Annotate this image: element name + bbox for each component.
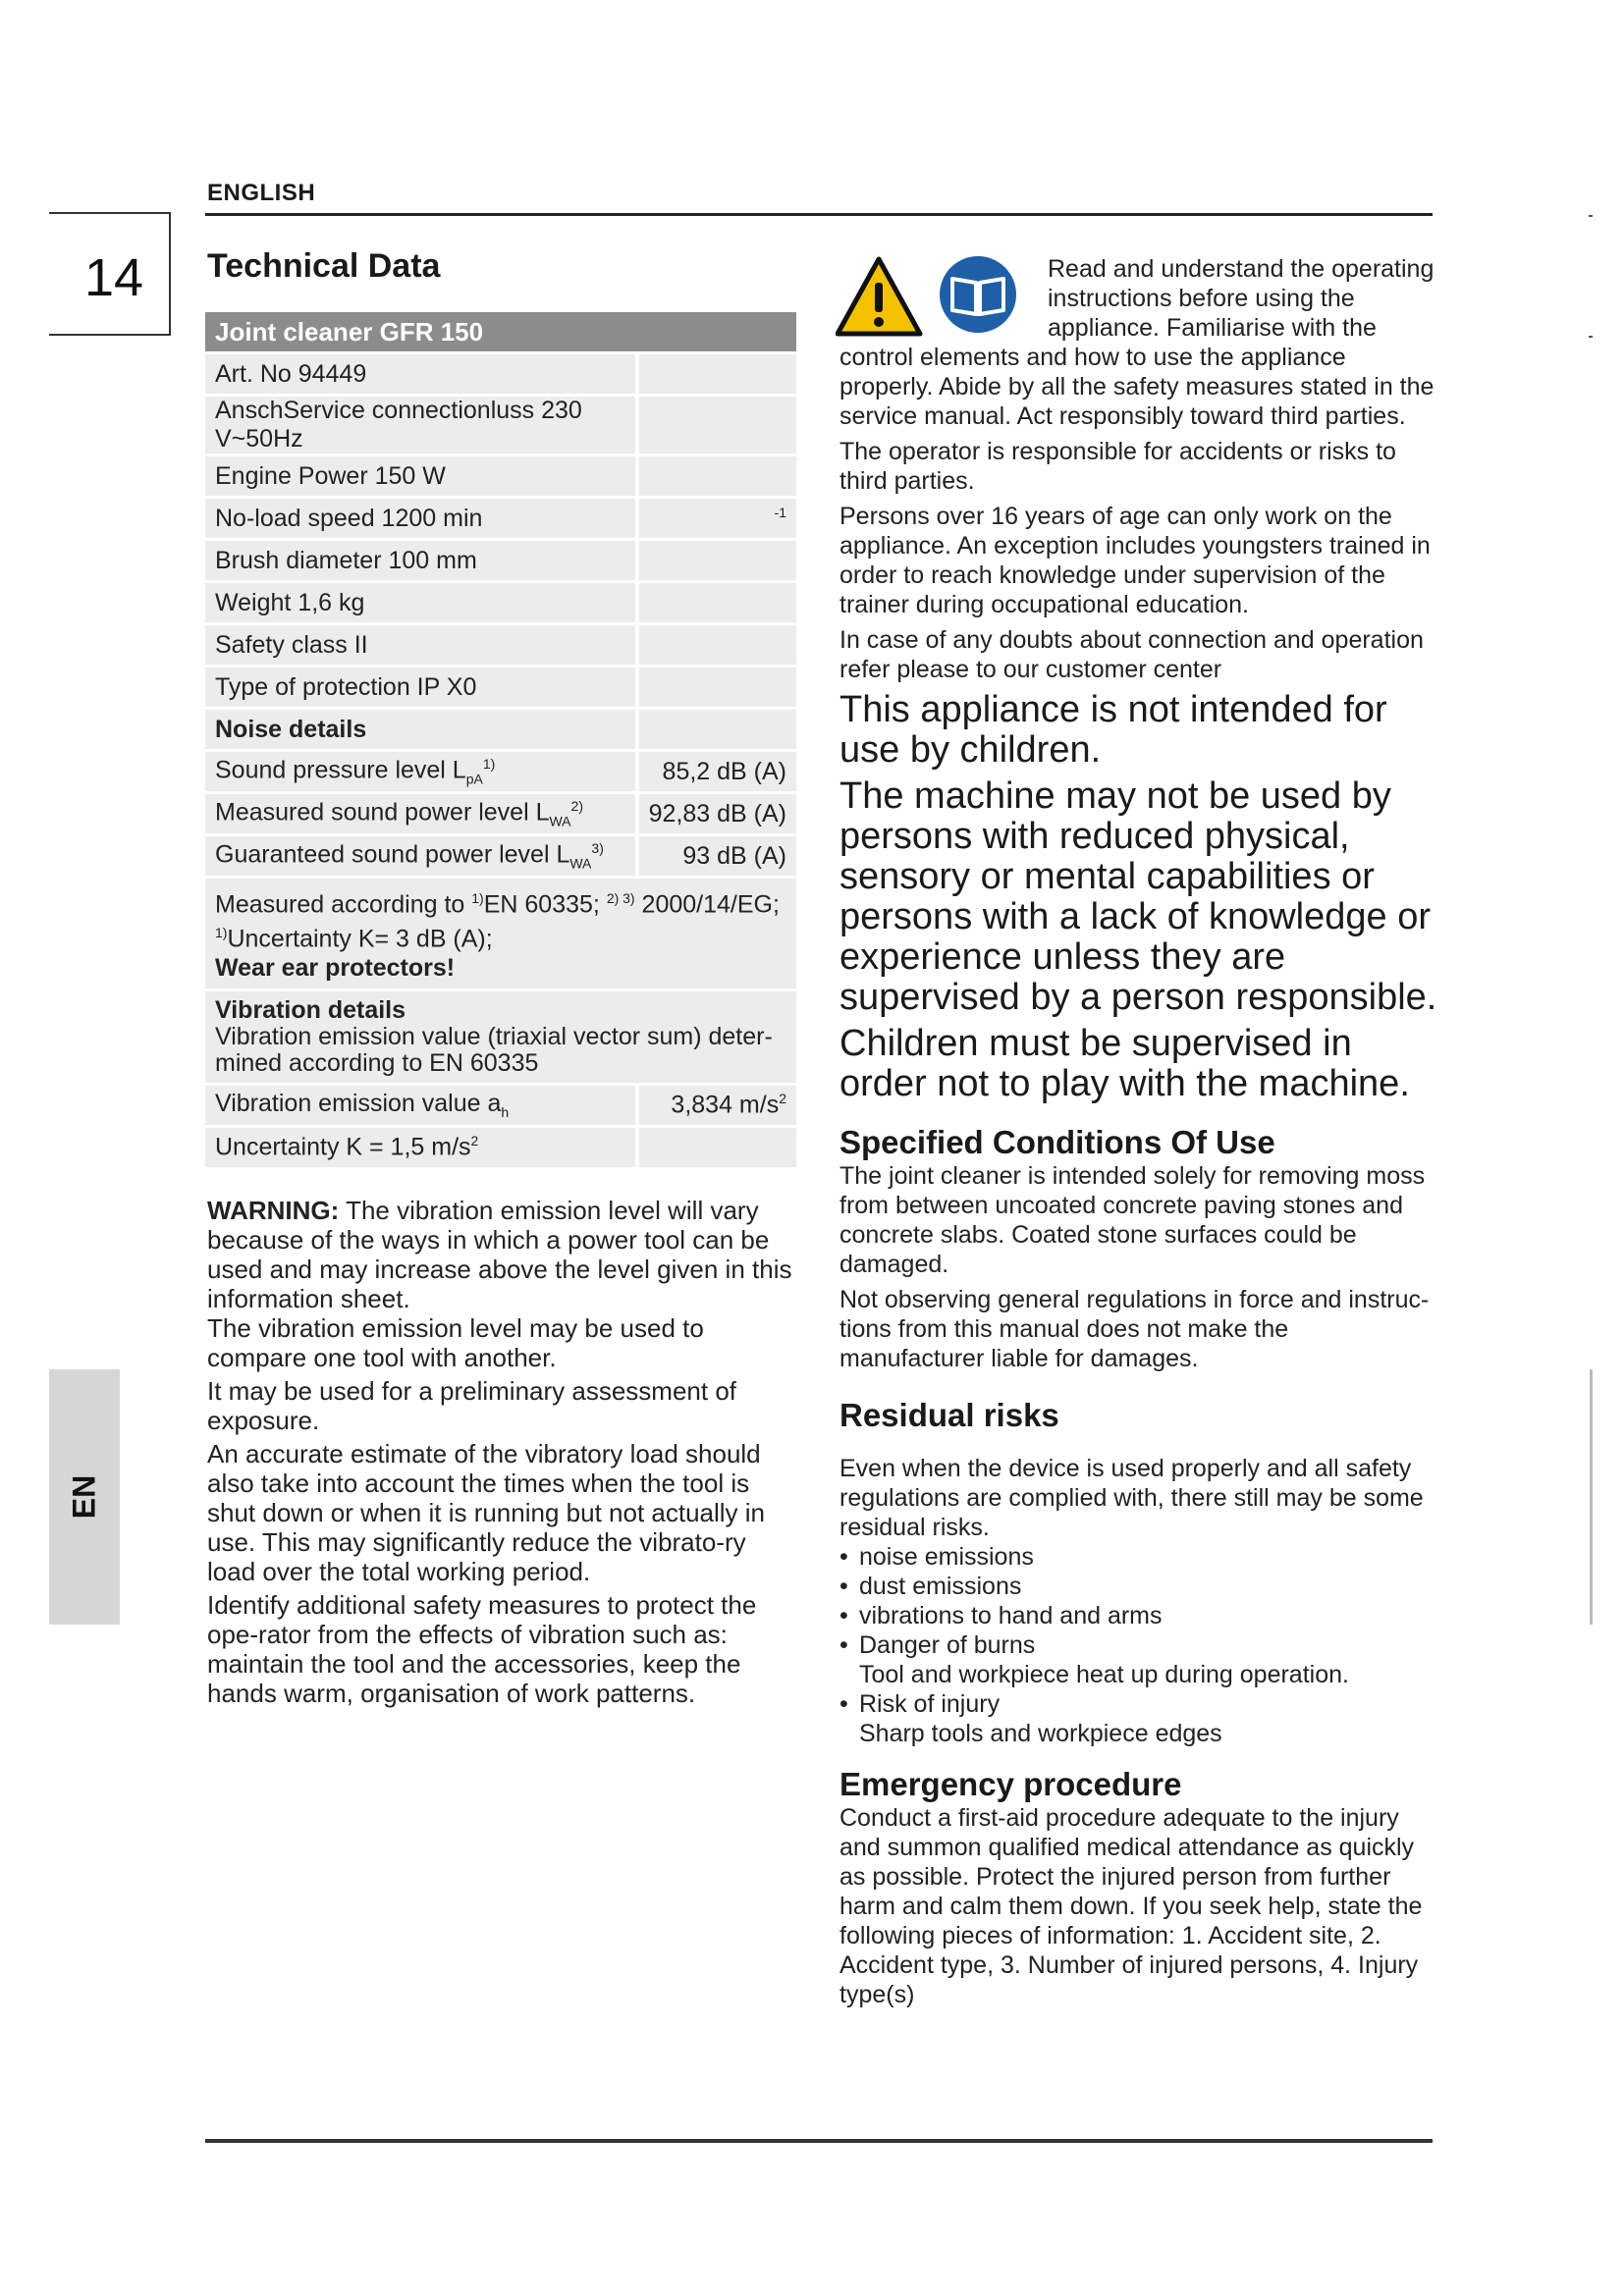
warning-text: It may be used for a preliminary assessment of exposure. [207,1376,737,1435]
noise-value: 93 dB (A) [635,836,796,876]
vibration-warning [207,1196,801,1712]
table-row [205,583,796,622]
vibration-heading-row [205,991,796,1083]
table-row [205,625,796,665]
language-code: EN [66,1474,102,1520]
table-row [205,499,796,538]
emergency-heading: Emergency procedure [839,1766,1182,1802]
capabilities-warning: The machine may not be used by persons with reduced physical, sensory or mental capabilities or persons with a lack of knowledge or experience unless they are supervised by a person responsible. [839,775,1437,1018]
spec-table [205,309,796,1170]
measured-note-row [205,879,796,988]
operator-note: The operator is responsible for accidents or risks to third parties. [839,438,1396,495]
vibration-description: Vibration emission value (triaxial vector sum) deter- [215,1022,773,1050]
spec-table-heading: Joint cleaner GFR 150 [205,312,796,351]
page-title: Technical Data [207,247,441,285]
spec-value: -1 [774,504,786,520]
residual-risks-intro: Even when the device is used properly and all safety regulations are complied with, there still may be some residual risks. [839,1455,1424,1541]
table-row [205,794,796,833]
list-item: • dust emissions [839,1572,1438,1601]
conditions-section [839,1161,1438,1373]
ear-protection-note: Wear ear protectors! [215,953,456,982]
table-row [205,836,796,876]
spec-label: Engine Power 150 W [205,456,635,496]
edge-mark [1589,215,1593,217]
section-label: ENGLISH [207,180,316,206]
table-row [205,354,796,394]
page-number: 14 [84,248,144,307]
emergency-text: Conduct a first-aid procedure adequate to the injury and summon qualified medical attendance as quickly as possible. Protect the injured person from further harm and calm them down. If you seek help, state the following pieces of information: 1. Accident site, 2. Accident type, 3. Number of injured persons, 4. Injury type(s) [839,1804,1423,2008]
measured-note: Measured according to $^{1)}$EN 60335; $^{2) 3)}$ 2000/14/EG; $^{1)}$Uncertainty K= 3 dB (A); Wear ear protectors! [205,879,796,988]
list-item: • Risk of injury Sharp tools and workpiece edges [839,1689,1438,1748]
read-instructions-note: Read and understand the operating instructions before using the appliance. Familiarise with the control elements and how to use the appliance properly. Abide by all the safety measures stated in the service manual. Act responsibly toward third parties. [839,255,1435,430]
noise-label: Guaranteed sound power level $L_{WA}^{3)}$ [205,836,635,876]
table-row [205,456,796,496]
spec-value [635,583,796,622]
residual-risks-section [839,1454,1438,1748]
noise-label: Measured sound power level $L_{WA}^{2)}$ [205,794,635,833]
footer-rule [205,2139,1433,2143]
right-column [839,254,1438,2015]
noise-label: Sound pressure level $L_{pA}^{1)}$ [205,752,635,791]
vibration-heading: Vibration details [215,995,406,1024]
edge-line [1590,1369,1593,1625]
conditions-text: The joint cleaner is intended solely for removing moss from between uncoated concrete paving stones and concrete slabs. Coated stone surfaces could be damaged. [839,1162,1426,1278]
spec-label: AnschService connectionluss 230 V~50Hz [205,397,635,454]
warning-label: WARNING: [207,1196,340,1225]
spec-label: Weight 1,6 kg [205,583,635,622]
vibration-label: Uncertainty K = 1,5 $m/s^2$ [205,1128,635,1167]
conditions-heading: Specified Conditions Of Use [839,1124,1275,1160]
edge-mark [1589,336,1593,338]
emergency-section [839,1803,1438,2009]
warning-text: An accurate estimate of the vibratory load should also take into account the times when the tool is shut down or when it is running but not actually in use. This may significantly reduce the vibrato-ry load over the total working period. [207,1439,766,1586]
table-row [205,1128,796,1167]
table-row [205,397,796,454]
spec-value [635,397,796,454]
conditions-text: Not observing general regulations in force and instruc-tions from this manual does not make the manufacturer liable for damages. [839,1286,1430,1372]
spec-label: Art. No 94449 [205,354,635,394]
spec-value [635,625,796,665]
warning-text: Identify additional safety measures to protect the ope-rator from the effects of vibration such as: maintain the tool and the accessories, keep the hands warm, organisation of work patterns. [207,1590,757,1708]
table-row [205,541,796,580]
warning-text: The vibration emission level will vary because of the ways in which a power tool can be used and may increase above the level given in this information sheet. [207,1196,792,1313]
spec-label: No-load speed 1200 min [205,499,635,538]
vibration-label: Vibration emission value $a_h$ [205,1086,635,1125]
customer-center-note: In case of any doubts about connection and operation refer please to our customer center [839,626,1424,683]
header-rule [205,213,1433,216]
age-note: Persons over 16 years of age can only work on the appliance. An exception includes youngsters trained in order to reach knowledge under supervision of the trainer during occupational education. [839,503,1431,618]
table-row [205,667,796,707]
table-row [205,1086,796,1125]
noise-value: 92,83 dB (A) [635,794,796,833]
spec-label: Brush diameter 100 mm [205,541,635,580]
spec-label: Safety class II [205,625,635,665]
supervision-warning: Children must be supervised in order not to play with the machine. [839,1023,1410,1104]
warning-text: The vibration emission level may be used to compare one tool with another. [207,1313,704,1372]
table-row [205,752,796,791]
residual-risks-list [839,1542,1438,1748]
noise-heading: Noise details [205,710,635,749]
children-warning: This appliance is not intended for use by children. [839,689,1387,771]
list-item: • vibrations to hand and arms [839,1601,1438,1630]
vibration-value: 3,834 $m/s^2$ [635,1086,796,1125]
residual-risks-heading: Residual risks [839,1397,1059,1433]
list-item: • Danger of burns Tool and workpiece heat up during operation. [839,1630,1438,1689]
spec-value [635,456,796,496]
spec-value [635,541,796,580]
spec-value [635,354,796,394]
spec-table-heading-row [205,312,796,351]
noise-value: 85,2 dB (A) [635,752,796,791]
vibration-description: mined according to EN 60335 [215,1048,539,1077]
vibration-value [635,1128,796,1167]
spec-value [635,667,796,707]
list-item: • noise emissions [839,1542,1438,1572]
spec-label: Type of protection IP X0 [205,667,635,707]
noise-heading-row [205,710,796,749]
language-tab [49,1369,120,1625]
